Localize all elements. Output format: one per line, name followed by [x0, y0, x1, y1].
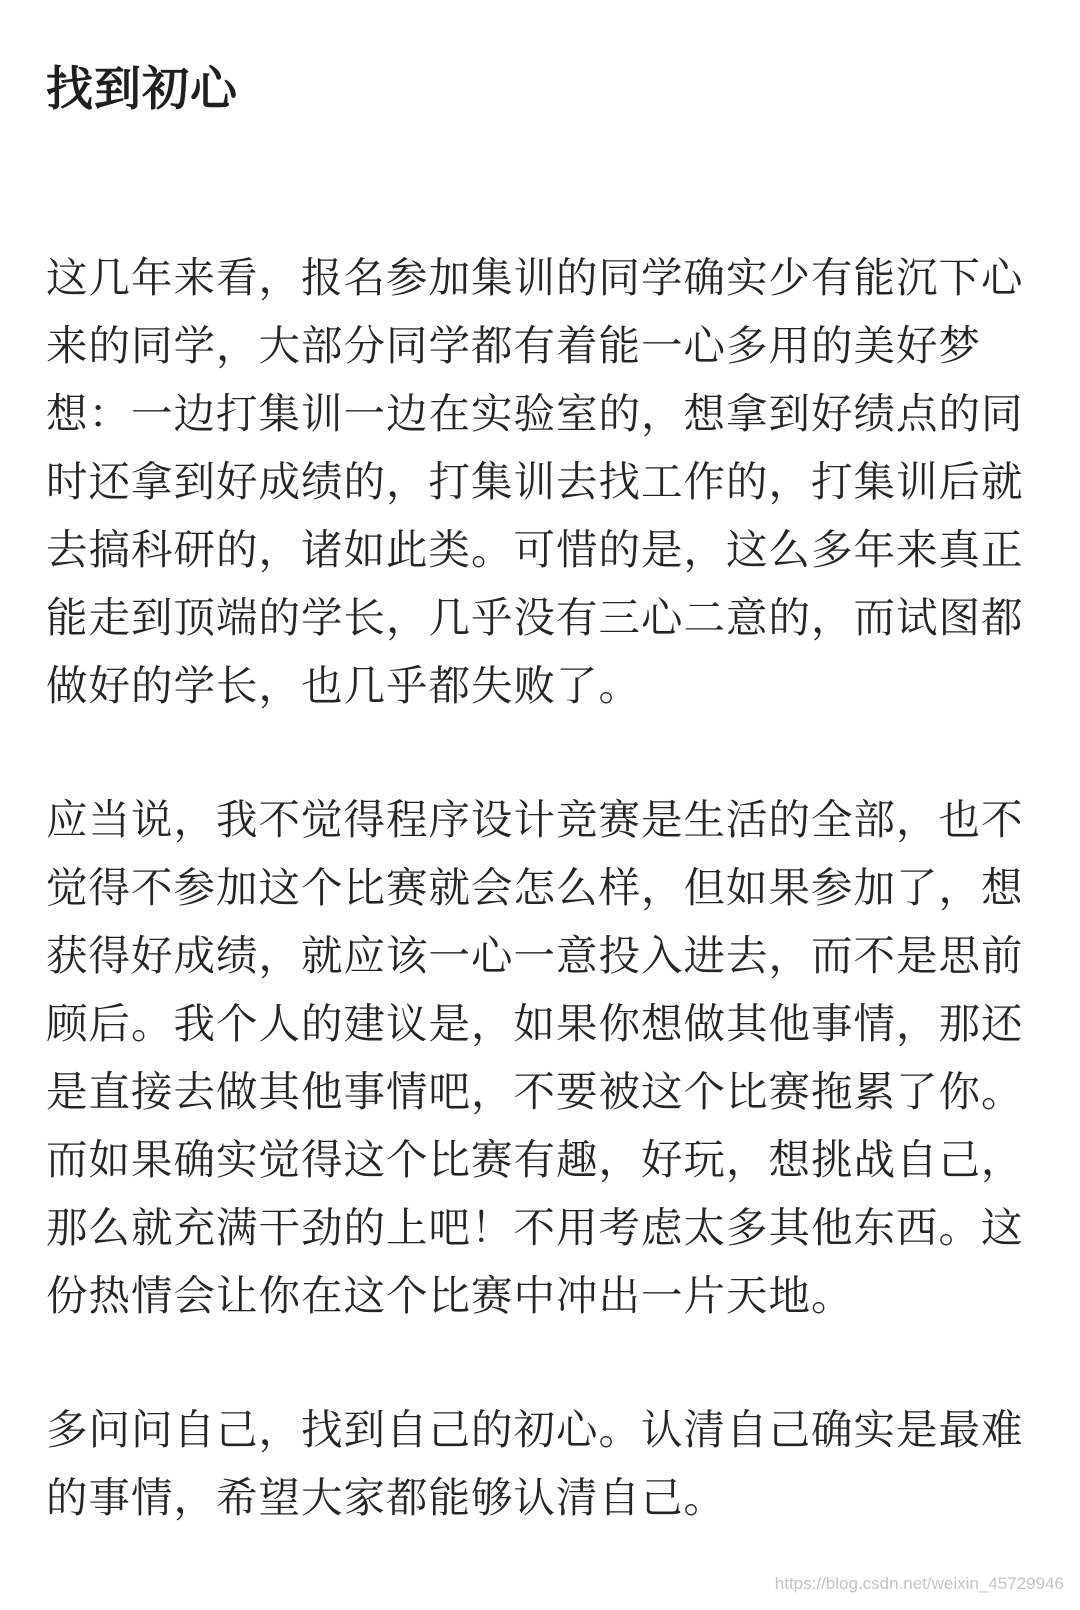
- watermark-text: https://blog.csdn.net/weixin_45729946: [774, 1574, 1064, 1593]
- paragraph-2: 应当说，我不觉得程序设计竞赛是生活的全部，也不觉得不参加这个比赛就会怎么样，但如果参加了，想获得好成绩，就应该一心一意投入进去，而不是思前顾后。我个人的建议是，如果你想做其他事情，那还是直接去做其他事情吧，不要被这个比赛拖累了你。而如果确实觉得这个比赛有趣，好玩，想挑战自己，那么就充满干劲的上吧！不用考虑太多其他东西。这份热情会让你在这个比赛中冲出一片天地。: [46, 795, 1024, 1320]
- paragraph-1: 这几年来看，报名参加集训的同学确实少有能沉下心来的同学，大部分同学都有着能一心多用的美好梦想：一边打集训一边在实验室的，想拿到好绩点的同时还拿到好成绩的，打集训去找工作的，打集训后就去搞科研的，诸如此类。可惜的是，这么多年来真正能走到顶端的学长，几乎没有三心二意的，而试图都做好的学长，也几乎都失败了。: [46, 253, 1024, 710]
- paragraph-3: 多问问自己，找到自己的初心。认清自己确实是最难的事情，希望大家都能够认清自己。: [46, 1405, 1024, 1522]
- article-title: 找到初心: [46, 62, 238, 117]
